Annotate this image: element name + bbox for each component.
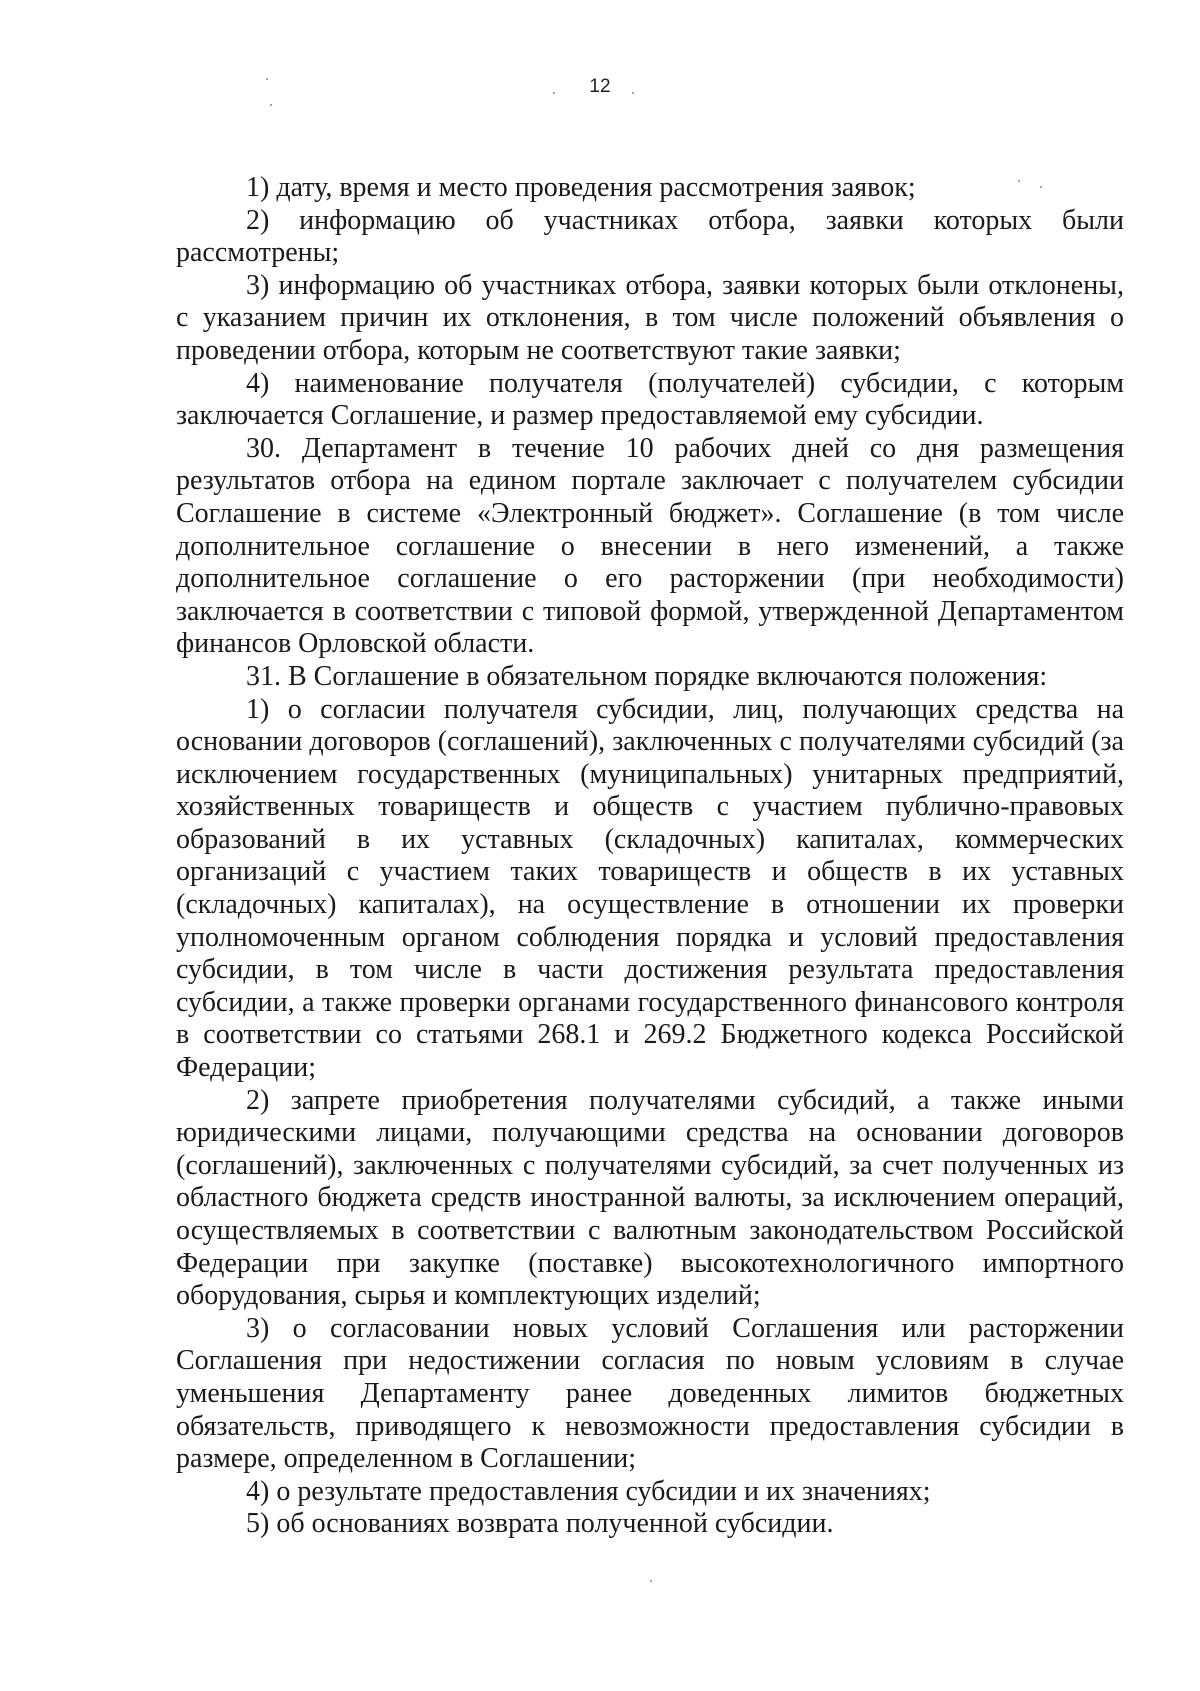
paragraph-30: 30. Департамент в течение 10 рабочих дней со дня размещения результатов отбора на едином портале заключает с получателем субсидии Соглашение в системе «Электронный бюджет». Соглашение (в том числе дополнительное соглашение о внесении в него изменений, а также дополнительное соглашение о его расторжении (при необходимости) заключается в соответствии с типовой формой, утвержденной Департаментом финансов Орловской области. (176, 432, 1124, 660)
scan-artifact (266, 78, 268, 80)
document-body (176, 172, 1124, 1541)
page-number: 12 (589, 76, 611, 97)
paragraph-item-3-rejected: 3) информацию об участниках отбора, заявки которых были отклонены, с указанием причин их отклонения, в том числе положений объявления о проведении отбора, которым не соответствуют такие заявки; (176, 269, 1124, 366)
paragraph-31-item-3: 3) о согласовании новых условий Соглашения или расторжении Соглашения при недостижении согласия по новым условиям в случае уменьшения Департаменту ранее доведенных лимитов бюджетных обязательств, приводящего к невозможности предоставления субсидии в размере, определенном в Соглашении; (176, 1312, 1124, 1475)
scan-artifact (1040, 186, 1042, 188)
scan-artifact (650, 1580, 652, 1582)
paragraph-31-item-4: 4) о результате предоставления субсидии и их значениях; (246, 1475, 931, 1507)
paragraph-31-item-1: 1) о согласии получателя субсидии, лиц, получающих средства на основании договоров (соглашений), заключенных с получателями субсидий (за исключением государственных (муниципальных) унитарных предприятий, хозяйственных товариществ и обществ с участием публично-правовых образований в их уставных (складочных) капиталах, коммерческих организаций с участием таких товариществ и обществ в их уставных (складочных) капиталах), на осуществление в отношении их проверки уполномоченным органом соблюдения порядка и условий предоставления субсидии, в том числе в части достижения результата предоставления субсидии, а также проверки органами государственного финансового контроля в соответствии со статьями 268.1 и 269.2 Бюджетного кодекса Российской Федерации; (176, 693, 1124, 1084)
paragraph-item-4-recipient: 4) наименование получателя (получателей) субсидии, с которым заключается Соглашение, и размер предоставляемой ему субсидии. (176, 367, 1124, 432)
paragraph-item-1-date: 1) дату, время и место проведения рассмотрения заявок; (246, 172, 916, 203)
paragraph-item-2-reviewed: 2) информацию об участниках отбора, заявки которых были рассмотрены; (176, 204, 1124, 269)
scan-artifact (270, 104, 272, 106)
paragraph-31: 31. В Соглашение в обязательном порядке включаются положения: (246, 660, 1048, 692)
paragraph-31-item-5: 5) об основаниях возврата полученной субсидии. (246, 1508, 834, 1540)
scan-artifact (632, 92, 634, 94)
scan-artifact (1018, 180, 1020, 182)
paragraph-31-item-2: 2) запрете приобретения получателями субсидий, а также иными юридическими лицами, получающими средства на основании договоров (соглашений), заключенных с получателями субсидий, за счет полученных из областного бюджета средств иностранной валюты, за исключением операций, осуществляемых в соответствии с валютным законодательством Российской Федерации при закупке (поставке) высокотехнологичного импортного оборудования, сырья и комплектующих изделий; (176, 1084, 1124, 1312)
scan-artifact (553, 92, 555, 94)
